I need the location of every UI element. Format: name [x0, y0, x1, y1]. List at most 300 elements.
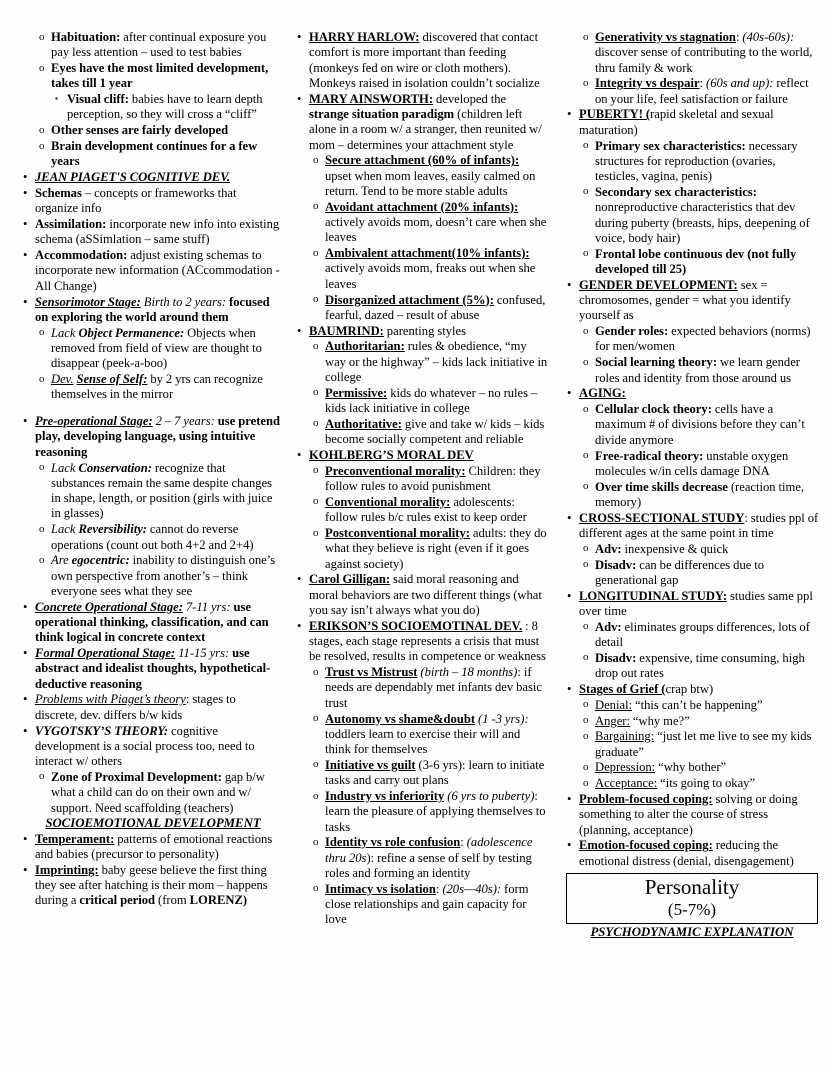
list-item-text: form close relationships and gain capacity for love — [325, 881, 529, 927]
list-item — [20, 770, 280, 816]
list-item-term: Free-radical theory: — [595, 448, 704, 463]
bullet-marker-icon: o — [39, 522, 45, 535]
list-item — [564, 107, 820, 138]
list-item-text: (20s—40s): — [442, 881, 502, 896]
list-item-term: Postconventional morality: — [325, 526, 470, 540]
list-item — [294, 526, 548, 572]
list-item-term: Integrity vs despair — [595, 76, 700, 91]
list-item-term: Generativity vs stagnation — [595, 30, 736, 44]
bullet-marker-icon: o — [583, 247, 589, 260]
bullet-marker-icon: o — [583, 30, 589, 43]
list-item — [564, 30, 820, 76]
list-item — [564, 542, 820, 557]
three-column-layout — [20, 30, 819, 1063]
notes-column-3 — [556, 30, 828, 940]
topic-title-box — [566, 873, 818, 924]
list-item — [20, 414, 280, 460]
list-item-text: kids do whatever – no rules – kids lack initiative in college — [325, 385, 538, 416]
list-item — [294, 448, 548, 463]
list-item-term: Zone of Proximal Development: — [51, 769, 222, 784]
list-item-term: Habituation: — [51, 30, 121, 44]
list-item — [20, 372, 280, 403]
list-item-text: unstable oxygen molecules w/in cells damage DNA — [595, 448, 789, 478]
list-item-text: 11-15 yrs: — [175, 646, 230, 661]
list-item — [20, 832, 280, 863]
list-item-text: crap btw) — [665, 681, 714, 696]
list-item-text: (birth – 18 months) — [417, 665, 518, 680]
list-item-text: : — [735, 30, 743, 44]
list-item-text: expected behaviors (norms) for men/women — [595, 324, 811, 354]
list-item-text: can be differences due to generational gap — [595, 557, 765, 587]
list-item — [20, 295, 280, 326]
list-item-text: : — [699, 76, 706, 91]
bullet-marker-icon: • — [567, 792, 572, 807]
list-item-term: Authoritative: — [325, 416, 402, 431]
list-item-term: ERIKSON’S SOCIOEMOTINAL DEV. — [309, 618, 523, 633]
list-item-text: discovered that contact comfort is more important than feeding (monkeys fed on wire or cloth mothers). Monkeys raised in isolation couldn’t socialize — [309, 30, 540, 90]
bullet-marker-icon: • — [23, 862, 28, 877]
list-item — [294, 758, 548, 789]
list-item — [294, 386, 548, 417]
bullet-marker-icon: o — [39, 30, 45, 43]
list-item-text: Children: they follow rules to avoid punishment — [325, 463, 541, 494]
list-item-term: Dev. — [51, 372, 74, 387]
bullet-marker-icon: • — [23, 646, 28, 661]
list-item-text: strange situation paradigm — [309, 106, 455, 121]
bullet-marker-icon: • — [567, 838, 572, 853]
list-item-term: Avoidant attachment (20% infants): — [325, 199, 519, 214]
list-item-text: Conservation: — [78, 460, 152, 475]
list-item — [20, 123, 280, 138]
list-item-term: Conventional morality: — [325, 494, 451, 509]
list-item — [564, 760, 820, 775]
list-item-text: “why bother” — [655, 760, 727, 775]
list-item-text: 2 – 7 years: — [152, 414, 215, 429]
list-item — [20, 326, 280, 372]
bullet-marker-icon: o — [583, 651, 589, 664]
list-item-term: Problems with Piaget’s theory — [35, 692, 186, 707]
list-item-text: upset when mom leaves, easily calmed on return. Tend to be more stable adults — [325, 168, 536, 198]
list-item-term: LONGITUDINAL STUDY: — [579, 588, 728, 603]
list-item-text: rapid skeletal and sexual maturation) — [579, 107, 774, 137]
bullet-marker-icon: o — [313, 835, 319, 848]
bullet-marker-icon: o — [39, 326, 45, 339]
list-item-text: incorporate new info into existing schema (aSSimlation – same stuff) — [35, 217, 280, 247]
list-item — [20, 724, 280, 770]
bullet-marker-icon: • — [23, 692, 28, 707]
bullet-marker-icon: o — [39, 139, 45, 152]
list-item-term: Industry vs inferiority — [325, 789, 445, 804]
list-item — [294, 572, 548, 618]
list-item-text: give and take w/ kids – kids become socially competent and reliable — [325, 416, 545, 447]
bullet-marker-icon: o — [39, 61, 45, 74]
list-item — [20, 863, 280, 909]
bullet-marker-icon: • — [567, 386, 572, 401]
list-item-text: 7-11 yrs: — [182, 599, 231, 614]
vertical-spacer — [20, 403, 280, 414]
list-item — [564, 792, 820, 838]
bullet-marker-icon: o — [583, 558, 589, 571]
bullet-marker-icon: o — [583, 449, 589, 462]
list-item-term: Cellular clock theory: — [595, 402, 712, 417]
list-item-text: : — [460, 835, 467, 850]
list-item-text: actively avoids mom, freaks out when she leaves — [325, 261, 536, 291]
list-item-text: developed the — [433, 91, 507, 106]
list-item-text: Object Permanence: — [78, 325, 185, 340]
list-item-text: : — [435, 881, 443, 896]
bullet-marker-icon: o — [313, 153, 319, 166]
list-item-term: VYGOTSKY’S THEORY: — [35, 723, 169, 738]
list-item-text: patterns of emotional reactions and babies (precursor to personality) — [35, 831, 273, 861]
list-item-term: Imprinting: — [35, 862, 99, 877]
list-item-text: baby geese believe the first thing they see after hatching is their mom – happens during a — [35, 862, 268, 908]
bullet-marker-icon: o — [583, 620, 589, 633]
bullet-marker-icon: • — [567, 107, 572, 122]
bullet-marker-icon: • — [297, 323, 302, 338]
list-item-text: necessary structures for reproduction (ovaries, testicles, vagina, penis) — [595, 138, 798, 184]
list-item-term: Schemas — [35, 185, 82, 200]
bullet-marker-icon: o — [313, 789, 319, 802]
bullet-marker-icon: • — [297, 618, 302, 633]
list-item-text: babies have to learn depth perception, so they will cross a “cliff” — [67, 92, 263, 122]
list-item-term: Adv: — [595, 541, 622, 556]
list-item-term: Anger: — [595, 713, 630, 728]
list-item-text: critical period — [79, 893, 156, 908]
bullet-marker-icon: • — [297, 30, 302, 44]
list-item — [564, 76, 820, 107]
list-item — [564, 247, 820, 278]
list-item-text: – concepts or frameworks that organize info — [35, 185, 237, 216]
list-item-text: recognize that substances remain the same despite changes in shape, length, or position (girls with juice in glasses) — [51, 460, 273, 521]
bullet-marker-icon: o — [313, 495, 319, 508]
bullet-marker-icon: o — [583, 760, 589, 773]
list-item — [294, 339, 548, 385]
list-item-term: Depression: — [595, 760, 656, 775]
list-item-term: Lack — [51, 522, 79, 537]
list-item — [564, 838, 820, 869]
list-item-text: after continual exposure you pay less attention – used to test babies — [51, 30, 267, 60]
list-item — [564, 511, 820, 542]
list-item-term: Stages of Grief ( — [579, 681, 666, 696]
bullet-marker-icon: • — [23, 248, 28, 263]
list-item-text: we learn gender roles and identity from those around us — [595, 355, 800, 385]
list-item — [564, 589, 820, 620]
list-item — [294, 464, 548, 495]
list-item-term: Frontal lobe continuous dev (not fully developed till 25) — [595, 246, 797, 276]
list-item-text: : 8 stages, each stage represents a crisis that must be resolved, results in competence or weakness — [309, 618, 546, 664]
list-item-term: Pre-operational Stage: — [35, 414, 153, 429]
list-item-text: “this can’t be happening” — [632, 697, 763, 712]
list-item-text: (1 -3 yrs): — [475, 711, 529, 726]
bullet-marker-icon: o — [313, 386, 319, 399]
list-item-term: Intimacy vs isolation — [325, 881, 436, 896]
list-item-term: Acceptance: — [595, 776, 658, 791]
section-heading: SOCIOEMOTIONAL DEVELOPMENT — [45, 816, 261, 831]
list-item-term: Carol Gilligan: — [309, 572, 391, 587]
list-item-text: egocentric: — [71, 553, 130, 568]
bullet-marker-icon: o — [583, 355, 589, 368]
list-item-text: reducing the emotional distress (denial, disengagement) — [579, 838, 794, 868]
bullet-marker-icon: o — [313, 464, 319, 477]
list-item — [564, 682, 820, 697]
bullet-marker-icon: o — [583, 542, 589, 555]
list-item — [294, 417, 548, 448]
list-item-text: nonreproductive characteristics that dev during puberty (breasts, hips, deepening of voice, body hair) — [595, 200, 810, 245]
bullet-marker-icon: • — [567, 510, 572, 525]
list-item-text: “why me?” — [629, 713, 690, 728]
bullet-marker-icon: • — [23, 831, 28, 846]
list-item — [294, 665, 548, 711]
list-item — [564, 324, 820, 355]
list-item-text: (40s-60s): — [742, 30, 795, 44]
list-item-term: Disadv: — [595, 557, 637, 572]
list-item-term: Disadv: — [595, 650, 637, 665]
list-item-term: Identity vs role confusion — [325, 835, 461, 850]
list-item-text: sex = chromosomes, gender = what you identify yourself as — [579, 277, 791, 323]
list-item-term: Concrete Operational Stage: — [35, 599, 183, 614]
list-item-text: adults: they do what they believe is right (even if it goes against society) — [325, 526, 547, 571]
list-item — [294, 619, 548, 665]
list-item — [294, 200, 548, 246]
list-item — [20, 522, 280, 553]
list-item — [294, 789, 548, 835]
list-item — [20, 461, 280, 522]
bullet-marker-icon: o — [313, 293, 319, 306]
list-item — [20, 646, 280, 692]
list-item-text: parenting styles — [383, 323, 467, 338]
list-item — [294, 246, 548, 292]
list-item — [564, 776, 820, 791]
list-item-term: KOHLBERG’S MORAL DEV — [309, 448, 474, 463]
list-item — [20, 139, 280, 170]
list-item — [564, 480, 820, 511]
list-item-text: : studies ppl of different ages at the same point in time — [579, 510, 819, 540]
list-item-term: Permissive: — [325, 385, 388, 400]
list-item-text: expensive, time consuming, high drop out rates — [595, 650, 805, 681]
list-item-term: Sensorimotor Stage: — [35, 294, 141, 309]
list-item — [564, 698, 820, 713]
list-item-text: confused, fearful, dazed – result of abuse — [325, 292, 546, 322]
list-item — [20, 217, 280, 248]
list-item — [20, 61, 280, 92]
list-item — [294, 835, 548, 881]
list-item-term: Problem-focused coping: — [579, 792, 713, 807]
list-item — [294, 324, 548, 339]
list-item — [20, 30, 280, 61]
list-item-text: eliminates groups differences, lots of detail — [595, 619, 810, 650]
list-item — [294, 882, 548, 928]
list-item-term: Accommodation: — [35, 248, 128, 263]
list-item-text: (adolescence thru 20s — [325, 835, 533, 865]
subsection-heading: PSYCHODYNAMIC EXPLANATION — [590, 924, 794, 939]
list-item-term: Visual cliff: — [67, 92, 129, 107]
list-item-term: Social learning theory: — [595, 355, 718, 370]
bullet-marker-icon: o — [313, 712, 319, 725]
bullet-marker-icon: o — [39, 123, 45, 136]
list-item-term: Are — [51, 553, 72, 568]
list-item — [20, 553, 280, 599]
bullet-marker-icon: o — [313, 246, 319, 259]
list-item — [564, 185, 820, 246]
list-item-text: actively avoids mom, doesn’t care when she leaves — [325, 215, 547, 245]
list-item-text: inexpensive & quick — [621, 541, 729, 556]
list-item-term: CROSS-SECTIONAL STUDY — [579, 510, 745, 525]
list-item — [564, 620, 820, 651]
list-item-term: AGING: — [579, 386, 626, 401]
list-item-term: Ambivalent attachment(10% infants): — [325, 246, 530, 261]
list-item-text: inability to distinguish one’s own perspective from another’s – think everyone sees what they see — [51, 553, 276, 598]
list-item-term: HARRY HARLOW: — [309, 30, 420, 44]
bullet-marker-icon: o — [313, 882, 319, 895]
list-item-text: focused on exploring the world around them — [35, 294, 270, 324]
bullet-marker-icon: o — [583, 324, 589, 337]
bullet-marker-icon: o — [313, 417, 319, 430]
list-item-term: Brain development continues for a few years — [51, 139, 258, 169]
bullet-marker-icon: o — [313, 526, 319, 539]
list-item-text: : stages to discrete, dev. differs b/w kids — [35, 692, 236, 722]
list-item-term: PUBERTY! ( — [579, 107, 651, 122]
list-item — [294, 495, 548, 526]
list-item-term: Trust vs Mistrust — [325, 665, 418, 680]
list-item-text: “just let me live to see my kids graduate” — [595, 729, 812, 759]
list-item-term: Disorganized attachment (5%): — [325, 292, 494, 307]
bullet-marker-icon: • — [23, 170, 28, 185]
bullet-marker-icon: o — [583, 402, 589, 415]
bullet-marker-icon: o — [583, 139, 589, 152]
list-item-term: GENDER DEVELOPMENT: — [579, 277, 738, 292]
list-item-text: “its going to okay” — [657, 776, 756, 791]
list-item — [564, 402, 820, 448]
notes-column-1 — [20, 30, 288, 909]
list-item — [564, 449, 820, 480]
bullet-marker-icon: ▪ — [55, 93, 58, 103]
list-item-text: toddlers learn to exercise their will and think for themselves — [325, 726, 521, 757]
list-item — [564, 729, 820, 760]
list-item-text: ): refine a sense of self by testing roles and forming an identity — [325, 850, 532, 881]
list-item — [294, 30, 548, 91]
list-item-term: Other senses are fairly developed — [51, 123, 229, 138]
list-item-text: Reversibility: — [78, 522, 147, 537]
bullet-marker-icon: • — [297, 448, 302, 463]
list-item-term: Secure attachment (60% of infants): — [325, 153, 520, 168]
list-item-term: Lack — [51, 325, 79, 340]
list-item-text: cannot do reverse operations (count out both 4+2 and 2+4) — [51, 522, 254, 552]
list-item-text: (6 yrs to puberty) — [444, 789, 535, 804]
list-item-term: Gender roles: — [595, 324, 669, 339]
bullet-marker-icon: o — [39, 372, 45, 385]
list-item-text: solving or doing something to alter the course of stress (planning, acceptance) — [579, 792, 798, 837]
list-item-text: use abstract and idealist thoughts, hypothetical-deductive reasoning — [35, 646, 271, 691]
topic-title: Personality — [644, 875, 740, 900]
list-item-text: adjust existing schemas to incorporate new information (ACcommodation - All Change) — [35, 248, 280, 293]
list-item-term: Emotion-focused coping: — [579, 838, 713, 853]
list-item — [20, 600, 280, 646]
list-item-text: (reaction time, memory) — [595, 479, 805, 509]
list-item-term: Denial: — [595, 697, 633, 712]
bullet-marker-icon: • — [23, 185, 28, 200]
list-item — [564, 651, 820, 682]
list-item-term: JEAN PIAGET'S COGNITIVE DEV. — [35, 170, 231, 185]
bullet-marker-icon: • — [23, 217, 28, 232]
list-item-term: Over time skills decrease — [595, 479, 728, 494]
list-item-text: (60s and up): — [706, 76, 774, 91]
bullet-marker-icon: • — [567, 588, 572, 603]
list-item — [564, 714, 820, 729]
list-item — [294, 92, 548, 153]
list-item-term: Eyes have the most limited development, takes till 1 year — [51, 61, 269, 91]
list-item — [294, 712, 548, 758]
bullet-marker-icon: o — [583, 776, 589, 789]
bullet-marker-icon: o — [313, 758, 319, 771]
bullet-marker-icon: o — [39, 770, 45, 783]
list-item-text: (from — [155, 893, 190, 908]
list-item-text: Sense of Self: — [76, 372, 148, 387]
list-item — [20, 248, 280, 294]
list-item-term: Autonomy vs shame&doubt — [325, 711, 476, 726]
list-item-text: cognitive development is a social process too, need to interact w/ others — [35, 723, 255, 769]
list-item — [20, 692, 280, 723]
list-item-term: Lack — [51, 460, 79, 475]
list-item — [564, 558, 820, 589]
list-item — [294, 153, 548, 199]
bullet-marker-icon: o — [583, 714, 589, 727]
bullet-marker-icon: o — [313, 665, 319, 678]
list-item-term: BAUMRIND: — [309, 323, 384, 338]
bullet-marker-icon: • — [297, 91, 302, 106]
list-item-text: adolescents: follow rules b/c rules exist to keep order — [325, 494, 527, 525]
list-item — [564, 278, 820, 324]
list-item-text: : learn the pleasure of applying themselves to tasks — [325, 789, 546, 834]
bullet-marker-icon: • — [23, 723, 28, 738]
list-item-term: Secondary sex characteristics: — [595, 184, 757, 199]
bullet-marker-icon: o — [583, 698, 589, 711]
list-item-text: rules & obedience, “my way or the highway” – kids lack initiative in college — [325, 339, 548, 385]
list-item-text: studies same ppl over time — [579, 588, 813, 618]
list-item-text: (children left alone in a room w/ a stranger, then reunited w/ mom – determines your attachment style — [309, 106, 542, 152]
bullet-marker-icon: • — [23, 599, 28, 614]
list-item-text: said moral reasoning and moral behaviors are two different things (what you say isn’t always what you do) — [309, 572, 542, 617]
bullet-marker-icon: o — [39, 553, 45, 566]
topic-weight: (5-7%) — [667, 899, 717, 919]
list-item — [564, 355, 820, 386]
list-item-term: Assimilation: — [35, 217, 107, 232]
notes-column-2 — [288, 30, 556, 928]
list-item-text: (3-6 yrs): learn to initiate tasks and carry out plans — [325, 757, 545, 788]
list-item-text: gap b/w what a child can do on their own and w/ support. Need scaffolding (teachers) — [51, 769, 265, 815]
bullet-marker-icon: • — [23, 294, 28, 309]
list-item-term: Temperament: — [35, 831, 115, 846]
list-item — [20, 186, 280, 217]
list-item-text: by 2 yrs can recognize themselves in the mirror — [51, 372, 263, 402]
list-item — [564, 386, 820, 401]
list-item-text: : if needs are dependably met infants dev basic trust — [325, 665, 543, 710]
list-item-text: cells have a maximum # of divisions before they can’t divide anymore — [595, 402, 805, 447]
list-item — [20, 92, 280, 123]
list-item-text: Birth to 2 years: — [140, 294, 227, 309]
bullet-marker-icon: o — [583, 729, 589, 742]
bullet-marker-icon: o — [583, 76, 589, 89]
list-item-term: MARY AINSWORTH: — [309, 91, 434, 106]
list-item-text: discover sense of contributing to the world, thru family & work — [595, 45, 813, 75]
list-item-term: Formal Operational Stage: — [35, 646, 176, 661]
list-item — [20, 170, 280, 185]
bullet-marker-icon: o — [39, 461, 45, 474]
list-item-term: Primary sex characteristics: — [595, 138, 746, 153]
bullet-marker-icon: o — [583, 480, 589, 493]
list-item-term: Authoritarian: — [325, 339, 405, 354]
list-item-text: use pretend play, developing language, using intuitive reasoning — [35, 414, 280, 459]
bullet-marker-icon: o — [313, 339, 319, 352]
